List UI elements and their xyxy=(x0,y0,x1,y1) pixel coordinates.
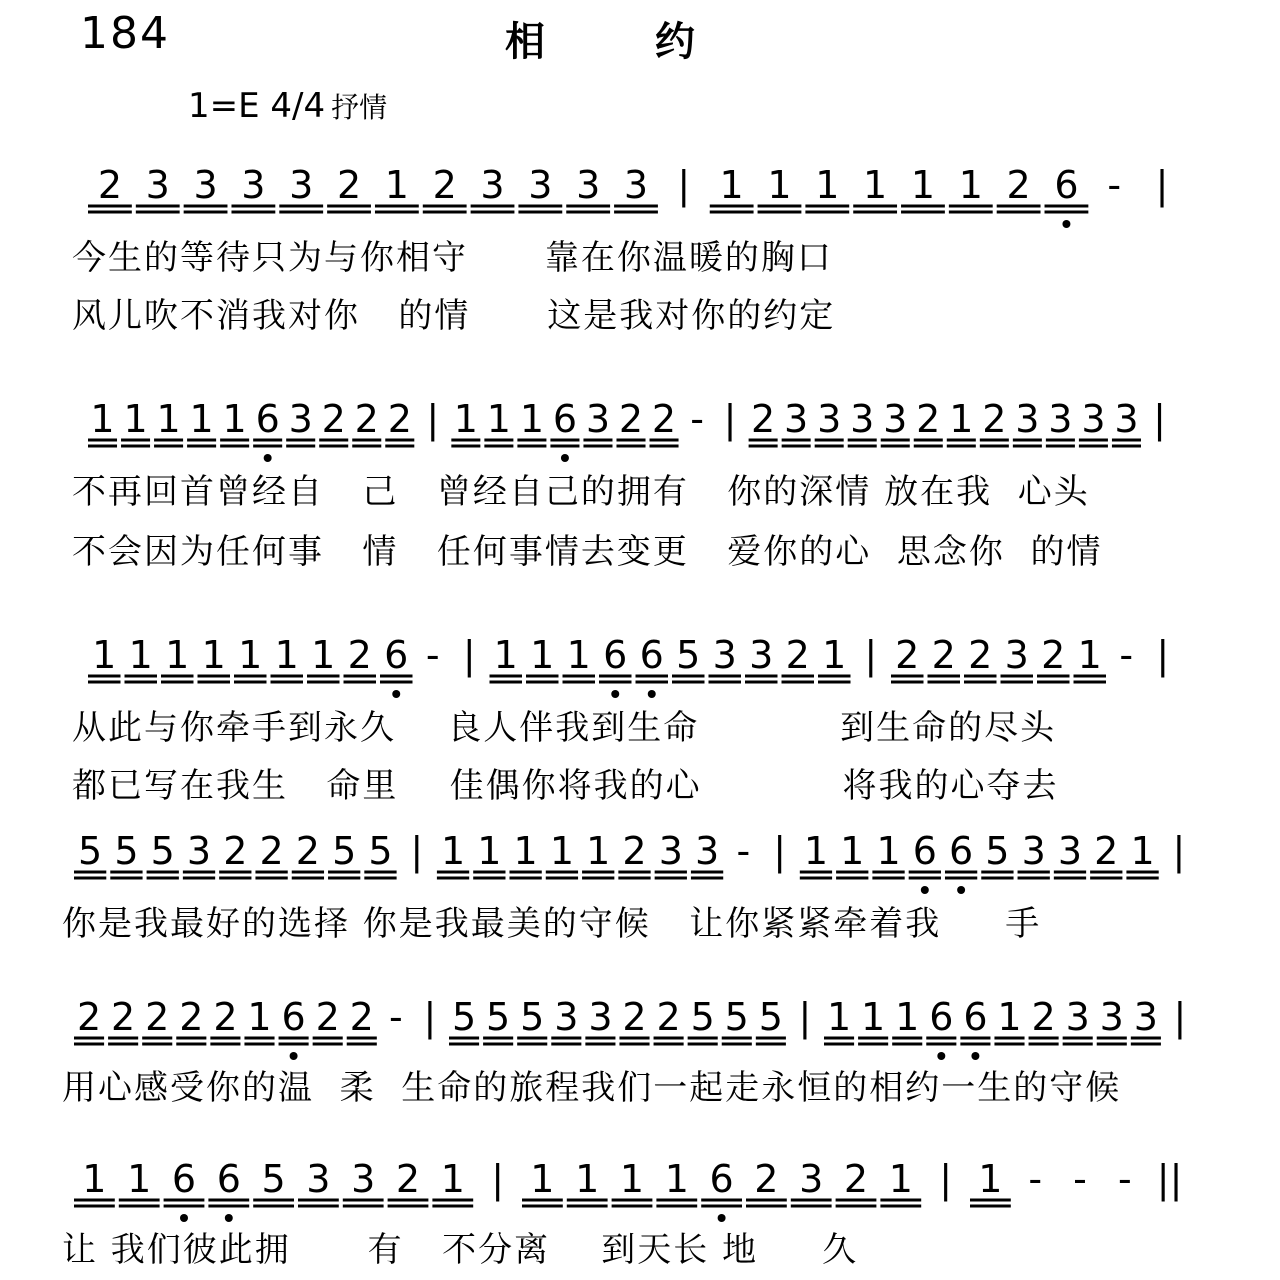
note: 1 xyxy=(664,1157,689,1201)
note: 3 xyxy=(712,633,737,677)
note: 5 xyxy=(985,829,1010,873)
low-octave-dot xyxy=(971,1052,979,1060)
note: 3 xyxy=(1065,995,1090,1039)
note: 5 xyxy=(486,995,511,1039)
note: 1 xyxy=(586,829,611,873)
note: 2 xyxy=(751,397,776,441)
note: 6 xyxy=(929,995,954,1039)
note: 2 xyxy=(97,163,123,207)
note: 1 xyxy=(440,1157,465,1201)
mood-marking: 抒情 xyxy=(331,91,388,124)
note: 2 xyxy=(895,633,920,677)
note: 1 xyxy=(876,829,901,873)
note: 5 xyxy=(78,829,103,873)
low-octave-dot xyxy=(264,454,272,462)
note: 3 xyxy=(289,163,314,207)
note: 2 xyxy=(349,995,374,1039)
note: 1 xyxy=(958,163,983,207)
bar-line: | xyxy=(1153,397,1166,441)
bar-line: | xyxy=(462,633,476,677)
note: 2 xyxy=(916,397,941,441)
bar-line: | xyxy=(798,995,812,1039)
note: 1 xyxy=(910,163,936,207)
note: 2 xyxy=(931,633,956,677)
note: 3 xyxy=(193,163,218,207)
low-octave-dot xyxy=(921,886,929,894)
hold-dash: - xyxy=(1119,633,1134,677)
note: 1 xyxy=(92,633,117,677)
note: 5 xyxy=(758,995,783,1039)
note: 6 xyxy=(639,633,664,677)
note: 2 xyxy=(315,995,340,1039)
note: 2 xyxy=(76,995,102,1039)
note: 1 xyxy=(123,397,148,441)
low-octave-dot xyxy=(718,1214,726,1222)
note: 3 xyxy=(1015,397,1040,441)
note: 3 xyxy=(480,163,505,207)
hold-dash: - xyxy=(1107,163,1122,207)
note: 1 xyxy=(575,1157,600,1201)
note: 5 xyxy=(690,995,715,1039)
note: 2 xyxy=(179,995,204,1039)
note: 2 xyxy=(111,995,136,1039)
note: 2 xyxy=(213,995,238,1039)
note: 2 xyxy=(982,397,1007,441)
note: 3 xyxy=(1048,397,1073,441)
low-octave-dot xyxy=(648,690,656,698)
note: 3 xyxy=(241,163,266,207)
note: 3 xyxy=(288,397,313,441)
note: 2 xyxy=(618,397,644,441)
note: 2 xyxy=(754,1157,779,1201)
low-octave-dot xyxy=(937,1052,945,1060)
note: 1 xyxy=(82,1157,107,1201)
hold-dash: - xyxy=(1117,1157,1132,1201)
note: 1 xyxy=(453,397,478,441)
note: 3 xyxy=(351,1157,376,1201)
note: 1 xyxy=(549,829,575,873)
note: 1 xyxy=(822,633,847,677)
note: 1 xyxy=(477,829,502,873)
note: 2 xyxy=(651,397,677,441)
note: 2 xyxy=(395,1157,421,1201)
note: 2 xyxy=(145,995,170,1039)
note: 1 xyxy=(530,633,555,677)
hold-dash: - xyxy=(1073,1157,1087,1201)
note: 1 xyxy=(513,829,538,873)
note: 1 xyxy=(128,633,153,677)
note: 6 xyxy=(216,1157,241,1201)
note: 2 xyxy=(843,1157,869,1201)
low-octave-dot xyxy=(225,1214,233,1222)
page-number: 184 xyxy=(80,8,170,59)
note: 1 xyxy=(486,397,511,441)
note: 2 xyxy=(785,633,810,677)
note: 6 xyxy=(1054,163,1079,207)
note: 6 xyxy=(171,1157,197,1201)
note: 2 xyxy=(1094,829,1119,873)
hold-dash: - xyxy=(690,397,704,441)
note: 1 xyxy=(384,163,409,207)
note: 1 xyxy=(997,995,1022,1039)
note: 3 xyxy=(817,397,842,441)
note: 5 xyxy=(451,995,477,1039)
note: 1 xyxy=(127,1157,152,1201)
bar-line: | xyxy=(426,397,440,441)
bar-line: | xyxy=(423,995,437,1039)
note: 1 xyxy=(247,995,272,1039)
note: 1 xyxy=(895,995,920,1039)
note: 3 xyxy=(694,829,720,873)
note: 6 xyxy=(603,633,628,677)
note: 5 xyxy=(676,633,701,677)
note: 3 xyxy=(1114,397,1139,441)
note: 2 xyxy=(336,163,362,207)
note: 2 xyxy=(295,829,320,873)
note: 6 xyxy=(709,1157,734,1201)
bar-line: | xyxy=(723,397,737,441)
note: 2 xyxy=(432,163,457,207)
note: 3 xyxy=(658,829,683,873)
lyric-line: 不再回首曾经自 己 曾经自己的拥有 你的深情 放在我 心头 xyxy=(72,472,1090,512)
key-time-signature: 1=E 4/4 xyxy=(188,86,326,126)
lyric-line: 风儿吹不消我对你 的情 这是我对你的约定 xyxy=(72,296,836,336)
note: 1 xyxy=(238,633,263,677)
hold-dash: - xyxy=(1028,1157,1043,1201)
bar-line: || xyxy=(1156,1157,1183,1201)
note: 3 xyxy=(850,397,875,441)
note: 6 xyxy=(912,829,937,873)
note: 3 xyxy=(576,163,601,207)
note: 3 xyxy=(1099,995,1124,1039)
bar-line: | xyxy=(410,829,424,873)
note: 1 xyxy=(1077,633,1102,677)
note: 1 xyxy=(978,1157,1003,1201)
note: 1 xyxy=(619,1157,645,1201)
song-title: 相约 xyxy=(505,19,805,65)
note: 2 xyxy=(259,829,284,873)
note: 1 xyxy=(719,163,744,207)
note: 1 xyxy=(888,1157,913,1201)
note: 2 xyxy=(622,829,647,873)
low-octave-dot xyxy=(290,1052,298,1060)
lyric-line: 不会因为任何事 情 任何事情去变更 爱你的心 思念你 的情 xyxy=(72,532,1103,572)
note: 1 xyxy=(815,163,840,207)
note: 1 xyxy=(222,397,247,441)
note: 1 xyxy=(826,995,852,1039)
bar-line: | xyxy=(677,163,691,207)
note: 3 xyxy=(784,397,809,441)
note: 2 xyxy=(387,397,412,441)
note: 3 xyxy=(588,995,613,1039)
note: 3 xyxy=(799,1157,824,1201)
note: 1 xyxy=(803,829,829,873)
note: 1 xyxy=(530,1157,555,1201)
note: 3 xyxy=(1021,829,1046,873)
note: 2 xyxy=(354,397,379,441)
note: 6 xyxy=(949,829,974,873)
note: 5 xyxy=(150,829,175,873)
note: 3 xyxy=(1057,829,1083,873)
note: 3 xyxy=(306,1157,331,1201)
note: 1 xyxy=(949,397,974,441)
lyric-line: 让 我们彼此拥 有 不分离 到天长 地 久 xyxy=(62,1230,859,1270)
note: 3 xyxy=(585,397,611,441)
bar-line: | xyxy=(1155,163,1169,207)
low-octave-dot xyxy=(611,690,619,698)
note: 1 xyxy=(767,163,792,207)
note: 1 xyxy=(1130,829,1155,873)
note: 1 xyxy=(165,633,190,677)
note: 1 xyxy=(201,633,226,677)
note: 5 xyxy=(520,995,545,1039)
note: 2 xyxy=(622,995,647,1039)
low-octave-dot xyxy=(1062,220,1070,228)
low-octave-dot xyxy=(392,690,400,698)
note: 3 xyxy=(1133,995,1158,1039)
low-octave-dot xyxy=(561,454,569,462)
note: 1 xyxy=(156,397,181,441)
note: 1 xyxy=(863,163,888,207)
note: 1 xyxy=(566,633,591,677)
note: 3 xyxy=(883,397,908,441)
bar-line: | xyxy=(773,829,787,873)
note: 2 xyxy=(223,829,248,873)
low-octave-dot xyxy=(180,1214,188,1222)
note: 1 xyxy=(90,397,115,441)
note: 5 xyxy=(332,829,357,873)
note: 3 xyxy=(554,995,579,1039)
note: 1 xyxy=(440,829,466,873)
note: 2 xyxy=(656,995,681,1039)
note: 3 xyxy=(1081,397,1106,441)
lyric-line: 用心感受你的温 柔 生命的旅程我们一起走永恒的相约一生的守候 xyxy=(62,1068,1122,1108)
note: 3 xyxy=(186,829,212,873)
bar-line: | xyxy=(939,1157,953,1201)
bar-line: | xyxy=(1156,633,1170,677)
note: 2 xyxy=(968,633,993,677)
note: 1 xyxy=(274,633,299,677)
note: 2 xyxy=(1006,163,1031,207)
note: 6 xyxy=(552,397,578,441)
note: 5 xyxy=(724,995,749,1039)
bar-line: | xyxy=(1172,829,1186,873)
note: 6 xyxy=(963,995,988,1039)
note: 5 xyxy=(368,829,393,873)
hold-dash: - xyxy=(736,829,751,873)
note: 2 xyxy=(321,397,346,441)
note: 3 xyxy=(749,633,774,677)
note: 5 xyxy=(261,1157,286,1201)
lyric-line: 都已写在我生 命里 佳偶你将我的心 将我的心夺去 xyxy=(72,766,1059,806)
note: 3 xyxy=(528,163,553,207)
note: 1 xyxy=(840,829,865,873)
note: 6 xyxy=(281,995,306,1039)
note: 6 xyxy=(384,633,409,677)
note: 1 xyxy=(311,633,336,677)
note: 1 xyxy=(493,633,518,677)
note: 2 xyxy=(1041,633,1066,677)
lyric-line: 今生的等待只为与你相守 靠在你温暖的胸口 xyxy=(72,238,833,278)
note: 1 xyxy=(861,995,886,1039)
note: 1 xyxy=(189,397,214,441)
bar-line: | xyxy=(491,1157,505,1201)
hold-dash: - xyxy=(425,633,440,677)
note: 3 xyxy=(1004,633,1029,677)
bar-line: | xyxy=(1173,995,1187,1039)
note: 1 xyxy=(519,397,545,441)
note: 2 xyxy=(347,633,372,677)
note: 6 xyxy=(255,397,280,441)
note: 2 xyxy=(1031,995,1056,1039)
bar-line: | xyxy=(864,633,878,677)
low-octave-dot xyxy=(957,886,965,894)
note: 3 xyxy=(145,163,170,207)
lyric-line: 从此与你牵手到永久 良人伴我到生命 到生命的尽头 xyxy=(72,708,1057,748)
note: 5 xyxy=(114,829,139,873)
lyric-line: 你是我最好的选择 你是我最美的守候 让你紧紧牵着我 手 xyxy=(62,904,1042,944)
note: 3 xyxy=(623,163,649,207)
hold-dash: - xyxy=(389,995,403,1039)
